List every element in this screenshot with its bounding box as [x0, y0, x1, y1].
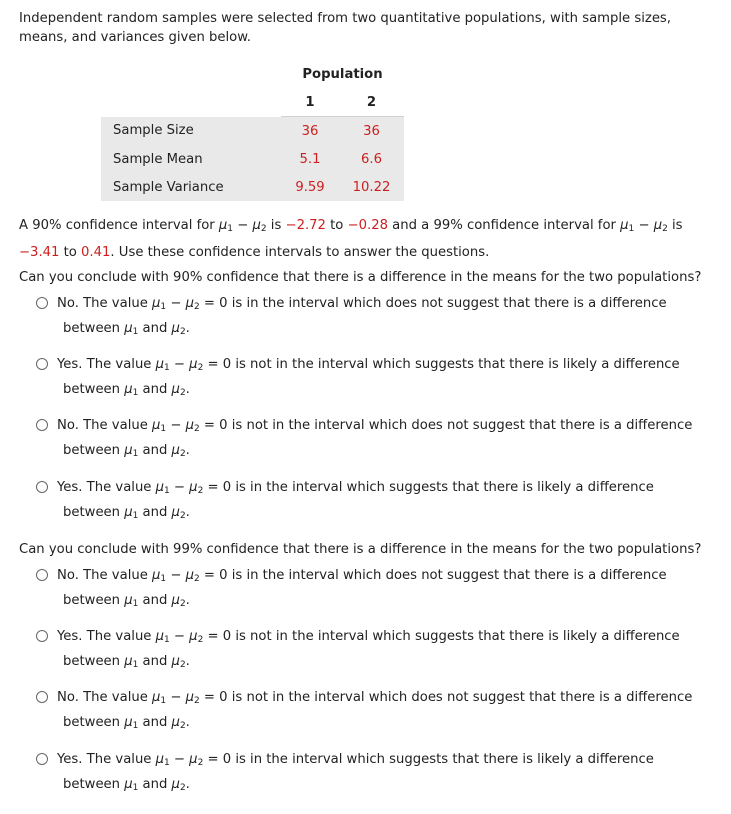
radio-button[interactable] — [36, 569, 48, 581]
population-1-header: 1 — [281, 88, 339, 117]
option-text-continued: between $\mu_1$ and $\mu_2$. — [63, 654, 190, 670]
option-text-continued: between $\mu_1$ and $\mu_2$. — [63, 382, 190, 398]
confidence-interval-text: A 90% confidence interval for $\mu_1 - \mu_2$ is −2.72 to −0.28 and a 99% confidence interval for $\mu_1 - \mu_2$ is −3.41 to 0.41. Use these confidence intervals to answer the questions. — [19, 218, 683, 260]
option-text-continued: between $\mu_1$ and $\mu_2$. — [63, 443, 190, 459]
option-text: No. The value $\mu_1 - \mu_2 = 0$ is not in the interval which does not suggest that there is a difference — [57, 690, 693, 706]
option-text: No. The value $\mu_1 - \mu_2 = 0$ is in the interval which does not suggest that there is a difference — [57, 296, 667, 312]
option-text-continued: between $\mu_1$ and $\mu_2$. — [63, 593, 190, 609]
radio-button[interactable] — [36, 358, 48, 370]
radio-button[interactable] — [36, 753, 48, 765]
population-2-header: 2 — [339, 88, 404, 117]
option-text-continued: between $\mu_1$ and $\mu_2$. — [63, 321, 190, 337]
ci99-lower: −3.41 — [19, 245, 60, 260]
option-text: Yes. The value $\mu_1 - \mu_2 = 0$ is not in the interval which suggests that there is likely a difference — [57, 629, 680, 645]
table-row — [101, 145, 404, 173]
population-header: Population — [302, 66, 383, 82]
option-text-continued: between $\mu_1$ and $\mu_2$. — [63, 715, 190, 731]
row-label: Sample Mean — [113, 151, 203, 167]
row-label: Sample Size — [113, 123, 194, 139]
problem-intro: Independent random samples were selected from two quantitative populations, with sample sizes, means, and variances given below. — [19, 11, 671, 45]
option-text-continued: between $\mu_1$ and $\mu_2$. — [63, 505, 190, 521]
option-text: Yes. The value $\mu_1 - \mu_2 = 0$ is in the interval which suggests that there is likely a difference — [57, 480, 654, 496]
cell-value: 36 — [301, 123, 319, 139]
cell-value: 5.1 — [299, 151, 321, 167]
option-text: No. The value $\mu_1 - \mu_2 = 0$ is not in the interval which does not suggest that there is a difference — [57, 418, 693, 434]
option-text: No. The value $\mu_1 - \mu_2 = 0$ is in the interval which does not suggest that there is a difference — [57, 568, 667, 584]
radio-button[interactable] — [36, 297, 48, 309]
ci90-lower: −2.72 — [285, 218, 326, 233]
option-text: Yes. The value $\mu_1 - \mu_2 = 0$ is not in the interval which suggests that there is likely a difference — [57, 357, 680, 373]
radio-button[interactable] — [36, 630, 48, 642]
cell-value: 6.6 — [361, 151, 382, 167]
option-text: Yes. The value $\mu_1 - \mu_2 = 0$ is in the interval which suggests that there is likely a difference — [57, 752, 654, 768]
cell-value: 10.22 — [352, 179, 391, 195]
radio-button[interactable] — [36, 419, 48, 431]
radio-button[interactable] — [36, 691, 48, 703]
row-label: Sample Variance — [113, 179, 224, 195]
ci90-upper: −0.28 — [347, 218, 388, 233]
population-table — [101, 60, 404, 201]
table-row — [101, 173, 404, 201]
question-2-text: Can you conclude with 99% confidence that there is a difference in the means for the two populations? — [19, 542, 702, 557]
option-text-continued: between $\mu_1$ and $\mu_2$. — [63, 777, 190, 793]
cell-value: 36 — [363, 123, 380, 139]
radio-button[interactable] — [36, 481, 48, 493]
ci99-upper: 0.41 — [81, 245, 111, 260]
table-row — [101, 117, 404, 146]
cell-value: 9.59 — [295, 179, 325, 195]
question-1-text: Can you conclude with 90% confidence that there is a difference in the means for the two populations? — [19, 270, 702, 285]
